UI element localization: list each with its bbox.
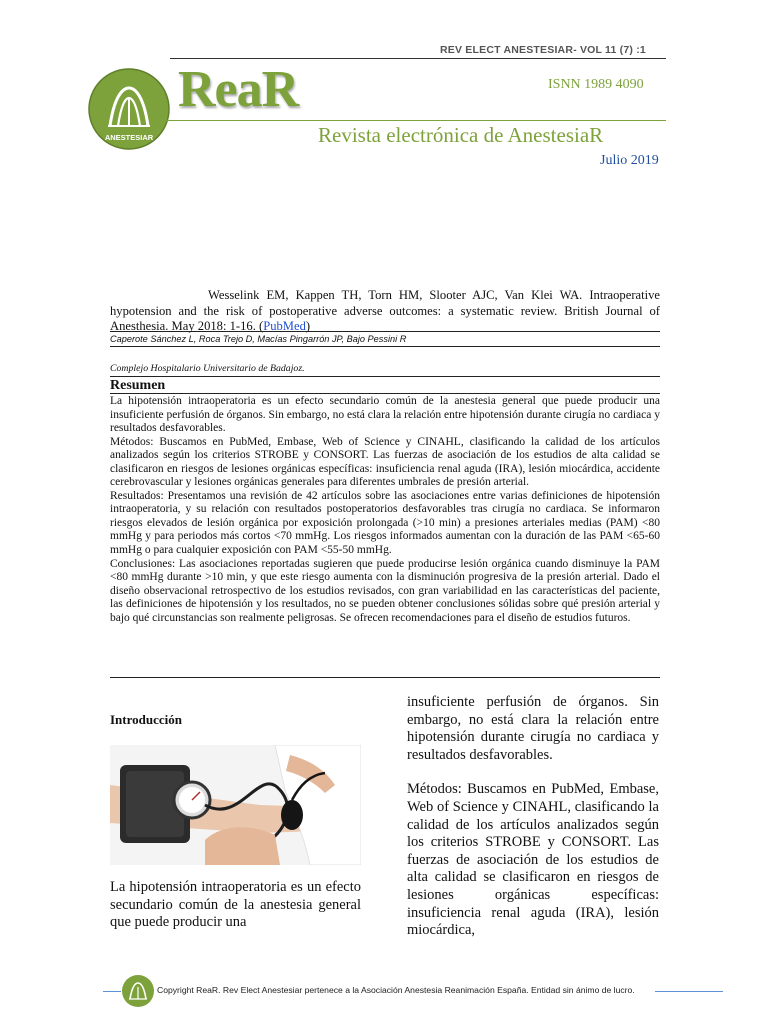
abstract-body [110, 395, 660, 625]
journal-subtitle: Revista electrónica de AnestesiaR [318, 123, 604, 147]
citation-suffix: ) [305, 319, 311, 333]
pubmed-link[interactable]: PubMed [263, 319, 306, 333]
intro-continued-paragraph: insuficiente perfusión de órganos. Sin embargo, no está clara la relación entre hipotensión durante cirugía no cardiaca y resultados desfavorables. [407, 694, 659, 763]
abstract-paragraph: La hipotensión intraoperatoria es un efecto secundario común de la anestesia general que puede producir una insuficiente perfusión de órganos. Sin embargo, no está clara la relación entre hipotensión durante cirugía no cardiaca y resultados desfavorables. [110, 395, 660, 435]
anestesiar-logo [88, 68, 170, 150]
institution: Complejo Hospitalario Universitario de Badajoz. [110, 363, 305, 374]
logo-emblem-icon [88, 68, 170, 150]
logo-text: ANESTESIAR [104, 133, 154, 142]
methods-paragraph: Métodos: Buscamos en PubMed, Embase, Web of Science y CINAHL, clasificando la calidad de los artículos analizados según los criterios STROBE y CONSORT. Las fuerzas de asociación de los estudios de alta calidad se clasificaron en riesgos de lesiones orgánicas específicas: insuficiencia renal aguda (IRA), lesión miocárdica, [407, 781, 659, 939]
sphygmomanometer-image-icon [110, 745, 361, 865]
abstract-bottom-divider [110, 677, 660, 678]
footer-logo [121, 974, 155, 1008]
intro-right-column [407, 694, 659, 940]
brand-divider [166, 120, 666, 121]
issn: ISNN 1989 4090 [548, 77, 644, 92]
citation-text: Wesselink EM, Kappen TH, Torn HM, Slooter AJC, Van Klei WA. Intraoperative hypotension and the risk of postoperative adverse outcomes: a systematic review. British Journal of Anesthesia. May 2018: 1-16. ( [110, 288, 660, 333]
abstract-conclusions: Conclusiones: Las asociaciones reportadas sugieren que puede producirse lesión orgánica cuando disminuye la PAM <80 mmHg durante >10 min, y que este riesgo aumenta con la disminución progresiva de la presión arterial. Dado el diseño observacional retrospectivo de los estudios revisados, con gran variabilidad en las características del paciente, las definiciones de hipotensión y los resultados, no se pueden obtener conclusiones sólidas sobre qué presión arterial y bajo qué circunstancias son realmente peligrosas. Se ofrecen recomendaciones para el diseño de estudios futuros. [110, 557, 660, 624]
journal-brand: ReaR [178, 61, 299, 118]
intro-left-column [110, 879, 361, 932]
abstract-methods: Métodos: Buscamos en PubMed, Embase, Web of Science y CINAHL, clasificando la calidad de los artículos analizados según los criterios STROBE y CONSORT. Las fuerzas de asociación de los estudios de alta calidad se clasificaron en riesgos de lesiones orgánicas específicas: insuficiencia renal aguda (IRA), lesión miocárdica, accidente cerebrovascular y lesiones orgánicas generales para diferentes umbrales de presión arterial. [110, 435, 660, 489]
intro-paragraph: La hipotensión intraoperatoria es un efecto secundario común de la anestesia general que puede producir una [110, 879, 361, 931]
review-authors: Caperote Sánchez L, Roca Trejo D, Macías Pingarrón JP, Bajo Pessini R [110, 334, 407, 344]
institution-divider [110, 376, 660, 377]
blood-pressure-photo [110, 745, 361, 865]
authors-divider [110, 346, 660, 347]
citation-divider [110, 331, 660, 332]
abstract-results: Resultados: Presentamos una revisión de 42 artículos sobre las asociaciones entre varias definiciones de hipotensión intraoperatoria, y su relación con resultados postoperatorios desfavorables tras cirugía no cardiaca. Se informaron riesgos elevados de lesión orgánica por exposición prolongada (>10 min) a presiones arteriales medias (PAM) <80 mmHg y para periodos más cortos <70 mmHg. Los riesgos informados aumentan con la duración de las PAM <65-60 mmHg o para cualquier exposición con PAM <55-50 mmHg. [110, 489, 660, 557]
header-divider [170, 58, 666, 59]
copyright-notice: Copyright ReaR. Rev Elect Anestesiar pertenece a la Asociación Anestesia Reanimación España. Entidad sin ánimo de lucro. [157, 985, 635, 995]
footer-line-left [103, 991, 121, 992]
abstract-title: Resumen [110, 378, 166, 393]
issue-date: Julio 2019 [600, 153, 659, 168]
journal-reference: REV ELECT ANESTESIAR- VOL 11 (7) :1 [440, 44, 646, 56]
article-citation [110, 288, 660, 335]
footer-logo-icon [121, 974, 155, 1008]
footer-line-right [655, 991, 723, 992]
abstract-title-divider [110, 393, 660, 394]
introduction-heading: Introducción [110, 712, 182, 727]
